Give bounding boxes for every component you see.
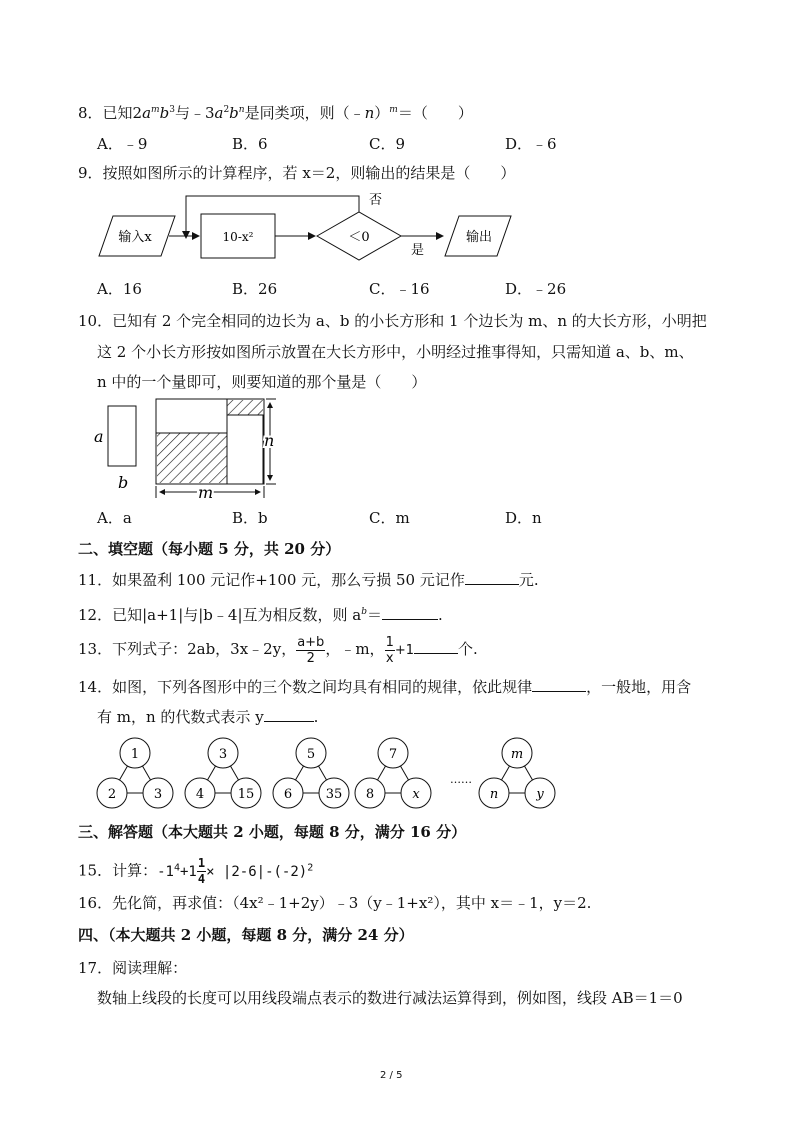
flow-output-label: 输出	[465, 230, 493, 245]
section-4-heading: 四、（本大题共 2 小题，每题 8 分，满分 24 分）	[78, 926, 414, 944]
q8-option-c: C．9	[369, 135, 406, 153]
svg-text:15: 15	[237, 787, 255, 802]
q10-line3: n 中的一个量即可，则要知道的那个量是（ ）	[97, 373, 427, 391]
svg-text:8: 8	[365, 787, 375, 802]
circle-group-3	[273, 738, 349, 808]
q8-stem: 8．已知$2a^mb^3$与$﹣3a^2b^n$是同类项，则（﹣n）$^m$＝（ ）	[78, 104, 473, 122]
q8-option-b: B．6	[232, 135, 268, 153]
q9-option-a: A．16	[97, 280, 142, 298]
flow-no-label: 否	[369, 193, 383, 208]
section-2-heading: 二、填空题（每小题 5 分，共 20 分）	[78, 540, 341, 558]
label-n: n	[264, 431, 275, 450]
q10-line2: 这 2 个小长方形按如图所示放置在大长方形中，小明经过推事得知，只需知道 a、b、m、	[97, 343, 694, 361]
label-a: a	[94, 427, 104, 446]
q16: 16．先化简，再求值：（4x²﹣1+2y）﹣3（y﹣1+x²），其中 x＝﹣1，y＝2.	[78, 894, 592, 912]
ellipsis-dots: ……	[450, 773, 472, 786]
inner-vertical-rectangle	[227, 415, 263, 484]
circle-group-1	[97, 738, 173, 808]
page-number: 2 / 5	[380, 1070, 403, 1081]
svg-text:4: 4	[195, 787, 205, 802]
q12: 12．已知|a+1|与|b﹣4|互为相反数，则 $a^b=$ .	[78, 606, 443, 624]
circle-group-5	[479, 738, 555, 808]
flow-calc-label: 10-x²	[222, 230, 254, 244]
q10-option-b: B．b	[232, 509, 268, 527]
q10-figure	[90, 394, 290, 504]
q9-stem: 9．按照如图所示的计算程序，若 x＝2，则输出的结果是（ ）	[78, 164, 516, 182]
svg-text:1: 1	[130, 747, 140, 762]
q14-figure	[90, 735, 570, 811]
svg-text:n: n	[489, 787, 499, 802]
q9-option-b: B．26	[232, 280, 278, 298]
flow-condition-label: ＜0	[348, 230, 370, 245]
svg-text:y: y	[536, 787, 544, 802]
fraction-a-plus-b-over-2: $\frac{a+b}{2}$	[297, 634, 325, 666]
q9-option-d: D．﹣26	[505, 280, 567, 298]
svg-text:6: 6	[283, 787, 293, 802]
svg-text:35: 35	[325, 787, 343, 802]
q9-option-c: C．﹣16	[369, 280, 430, 298]
svg-text:3: 3	[218, 747, 228, 762]
label-b: b	[118, 473, 129, 492]
flow-yes-label: 是	[411, 243, 425, 258]
svg-text:2: 2	[107, 787, 117, 802]
q14-line1: 14．如图，下列各图形中的三个数之间均具有相同的规律，依此规律 ，一般地，用含	[78, 678, 692, 696]
svg-text:3: 3	[153, 787, 163, 802]
circle-group-4	[355, 738, 431, 808]
q10-option-c: C．m	[369, 509, 410, 527]
q17-title: 17．阅读理解：	[78, 959, 188, 977]
q13: 13．下列式子：2ab，3x﹣2y， $\frac{a+b}{2}$ ，﹣m， $\frac{1}{x}$ +1 个.	[78, 634, 478, 666]
q8-option-d: D．﹣6	[505, 135, 557, 153]
q10-option-a: A．a	[97, 509, 132, 527]
svg-text:x: x	[412, 787, 420, 802]
q9-flowchart	[95, 190, 515, 276]
fraction-1-over-4: $\frac{1}{4}$	[197, 856, 206, 887]
svg-text:5: 5	[306, 747, 316, 762]
svg-text:m: m	[510, 747, 524, 762]
label-m: m	[198, 483, 214, 502]
flow-input-label: 输入x	[118, 230, 152, 245]
q8-option-a: A．﹣9	[97, 135, 148, 153]
q10-line1: 10．已知有 2 个完全相同的边长为 a、b 的小长方形和 1 个边长为 m、n 的大长方形，小明把	[78, 312, 707, 330]
q10-option-d: D．n	[505, 509, 542, 527]
circle-group-2	[185, 738, 261, 808]
q14-line2: 有 m，n 的代数式表示 y .	[97, 708, 319, 726]
fraction-1-over-x: $\frac{1}{x}$	[385, 634, 394, 666]
q11: 11．如果盈利 100 元记作+100 元，那么亏损 50 元记作 元.	[78, 571, 539, 589]
q15: 15．计算：$-1^4+1$ $\frac{1}{4}$ × $|2-6|-(-2)^2$	[78, 856, 314, 887]
small-rectangle	[108, 406, 136, 466]
section-3-heading: 三、解答题（本大题共 2 小题，每题 8 分，满分 16 分）	[78, 823, 467, 841]
q17-line1: 数轴上线段的长度可以用线段端点表示的数进行减法运算得到，例如图，线段 AB＝1＝0	[97, 989, 683, 1007]
svg-text:7: 7	[388, 747, 398, 762]
